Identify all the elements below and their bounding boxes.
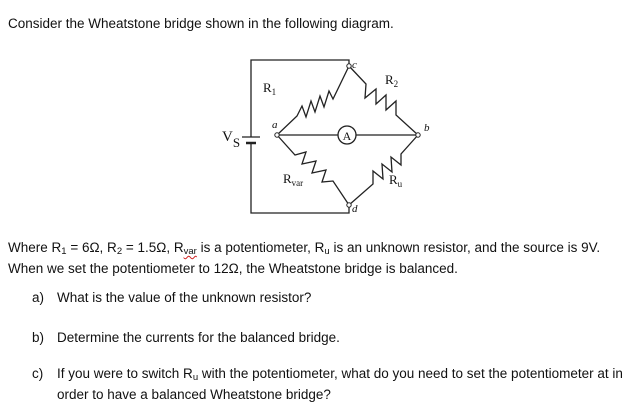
node-a-label: a: [272, 119, 278, 131]
question-c-text-1: If you were to switch R: [57, 366, 193, 381]
resistor-r2: [349, 66, 418, 135]
resistor-rvar: [277, 135, 349, 205]
node-d-dot: [347, 203, 351, 207]
r2-label: $R_2$: [385, 72, 399, 89]
problem-text-4: is a potentiometer, R: [196, 240, 325, 255]
node-a-dot: [275, 133, 279, 137]
question-a: [32, 287, 632, 308]
problem-statement: [8, 237, 633, 279]
source-label: VS: [222, 129, 241, 150]
problem-text-1: Where R: [8, 240, 62, 255]
r1-subscript: 1: [61, 246, 67, 257]
question-c-label: c): [32, 366, 44, 381]
question-c-subscript: u: [192, 372, 199, 383]
ru-label: $R_u$: [389, 172, 403, 189]
problem-text-5: is an unknown resistor, and the source is 9V. When we set the potentiometer to 12Ω, the Wheatstone bridge is balanced.: [8, 240, 601, 276]
question-c: [32, 363, 632, 405]
problem-text-3: = 1.5Ω, R: [122, 240, 184, 255]
node-c-label: c: [352, 59, 357, 71]
node-b-label: b: [424, 122, 430, 134]
node-d-label: d: [352, 203, 358, 215]
rvar-label: $R_{var}$: [283, 171, 304, 188]
node-b-dot: [416, 133, 420, 137]
node-c-dot: [347, 64, 351, 68]
r1-label: $R_1$: [263, 80, 277, 97]
question-b-text: Determine the currents for the balanced bridge.: [57, 330, 340, 345]
r2-subscript: 2: [116, 246, 123, 257]
intro-text: Consider the Wheatstone bridge shown in the following diagram.: [8, 16, 394, 31]
problem-text-2: = 6Ω, R: [66, 240, 117, 255]
rvar-subscript: var: [183, 246, 197, 257]
question-c-text-2: with the potentiometer, what do you need to set the potentiometer at in order to have a balanced Wheatstone bridge?: [57, 366, 623, 402]
question-a-label: a): [32, 290, 45, 305]
resistor-r1: [277, 66, 349, 135]
question-a-text: What is the value of the unknown resistor?: [57, 290, 312, 305]
question-b-label: b): [32, 330, 45, 345]
resistor-ru: [349, 135, 418, 205]
ammeter-label: A: [342, 129, 352, 143]
ru-subscript: u: [324, 246, 330, 257]
question-b: [32, 327, 632, 348]
question-c-text: [57, 363, 632, 405]
